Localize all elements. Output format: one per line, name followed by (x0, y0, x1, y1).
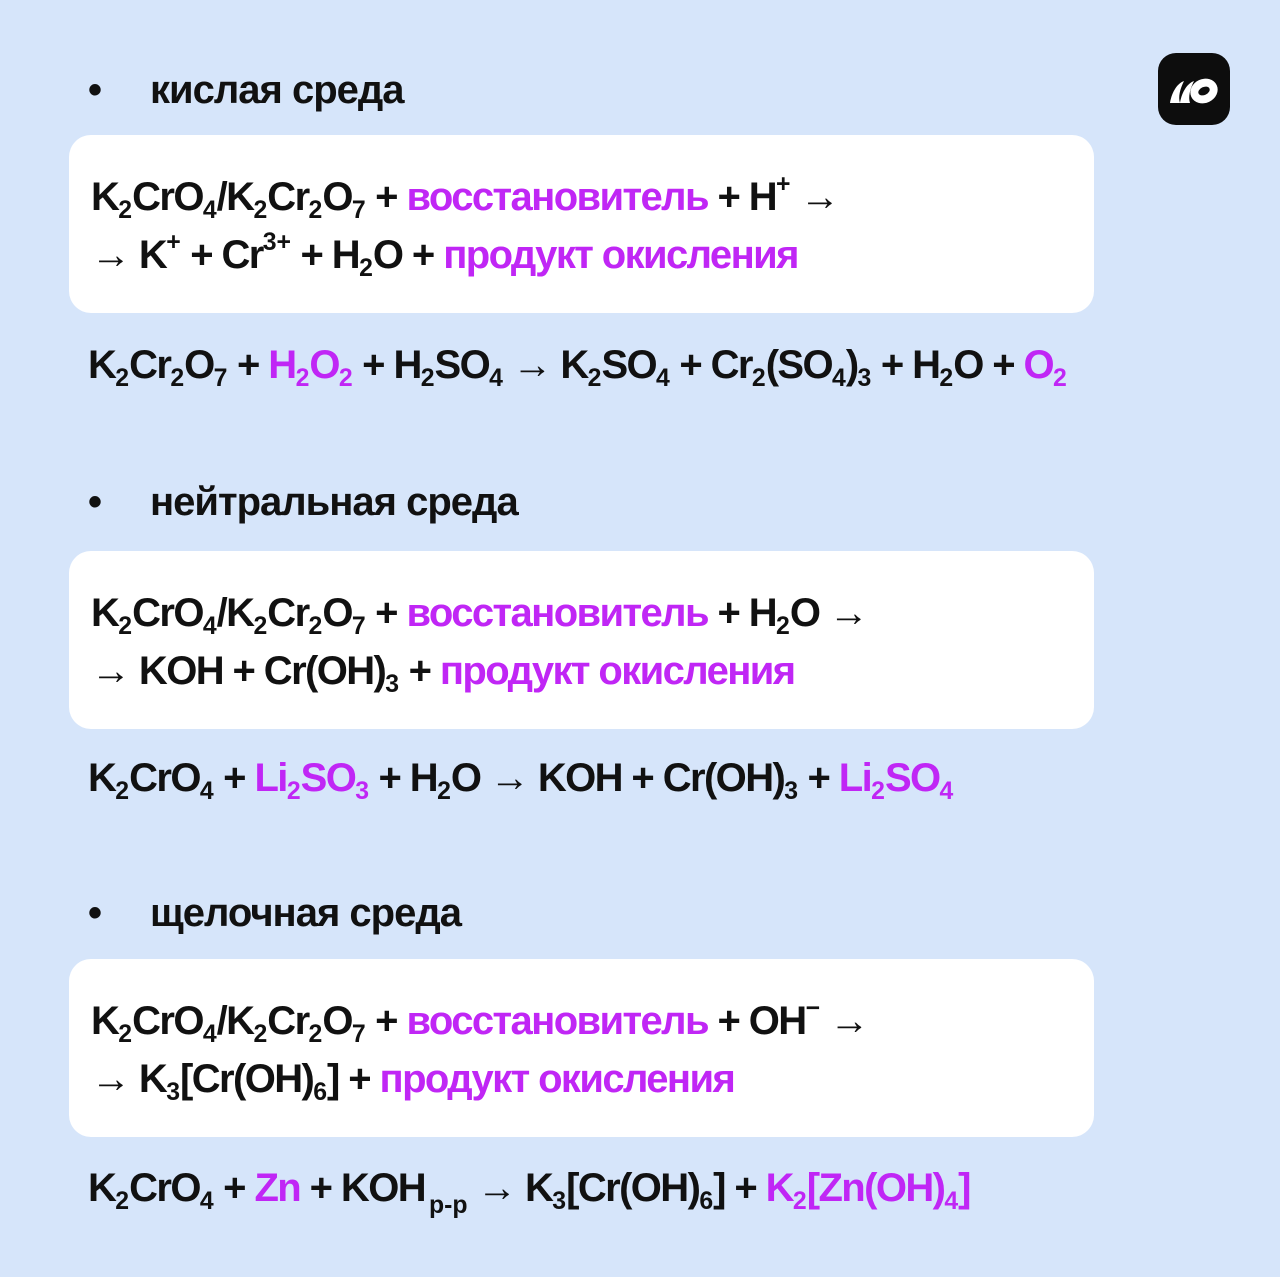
bullet-marker: • (88, 68, 102, 112)
formula-text: O (322, 999, 352, 1043)
formula-text: O → KOH + Cr(OH) (450, 756, 785, 800)
highlighted-term: O (1023, 343, 1054, 387)
general-equation-line-2 (91, 229, 798, 282)
formula-text: [Cr(OH) (566, 1166, 700, 1210)
highlighted-term: Zn (254, 1166, 301, 1210)
subscript: 2 (308, 612, 323, 640)
highlighted-term: восстановитель (406, 175, 708, 219)
formula-text: CrO (132, 591, 203, 635)
subscript: 2 (792, 1187, 807, 1215)
subscript: 3 (355, 777, 370, 805)
formula-text: → (790, 175, 839, 219)
heading-text: кислая среда (150, 68, 404, 112)
subscript: 3 (784, 777, 798, 805)
highlighted-term: восстановитель (406, 591, 708, 635)
subscript: 2 (359, 254, 373, 282)
formula-text: → K (91, 1057, 167, 1101)
superscript: + (166, 229, 181, 257)
subscript: 4 (656, 364, 670, 392)
subscript: 4 (199, 777, 214, 805)
subscript: 4 (202, 1020, 217, 1048)
highlighted-term: ] (958, 1166, 970, 1210)
subscript: 2 (751, 364, 766, 392)
subscript: 3 (552, 1187, 567, 1215)
formula-text: ] + (713, 1166, 766, 1210)
section-heading (88, 70, 404, 110)
subscript: 3 (166, 1078, 180, 1106)
formula-text: → KOH + Cr(OH) (91, 649, 386, 693)
subscript: 4 (489, 364, 503, 392)
formula-text: /K (216, 591, 254, 635)
subscript: 7 (351, 1020, 366, 1048)
formula-text: + KOH (300, 1166, 426, 1210)
subscript: 2 (871, 777, 885, 805)
subscript: 2 (420, 364, 435, 392)
formula-text: O + (953, 343, 1024, 387)
subscript: 2 (118, 612, 133, 640)
formula-text: K (88, 756, 116, 800)
formula-text: + (213, 1166, 255, 1210)
general-equation-line-2 (91, 649, 795, 698)
formula-text: O (184, 343, 214, 387)
subscript: 2 (308, 196, 323, 224)
formula-text: → (820, 999, 868, 1043)
highlighted-term: SO (300, 756, 356, 800)
subscript: 2 (776, 612, 790, 640)
highlighted-term: [Zn(OH) (806, 1166, 945, 1210)
formula-text: K (91, 175, 119, 219)
formula-text: + H (352, 343, 421, 387)
general-equation-line-1 (91, 171, 839, 224)
formula-text: Cr (129, 343, 171, 387)
formula-text: + (213, 756, 255, 800)
formula-text: + (365, 175, 407, 219)
subscript: 2 (253, 612, 268, 640)
subscript: 2 (118, 196, 133, 224)
superscript: 3+ (262, 229, 292, 257)
subscript: 6 (313, 1078, 328, 1106)
bullet-marker: • (88, 480, 102, 524)
section-heading (88, 893, 461, 933)
highlighted-term: продукт окисления (443, 233, 798, 277)
formula-text: CrO (129, 1166, 200, 1210)
subscript: 4 (202, 196, 217, 224)
subscript: 2 (587, 364, 602, 392)
superscript: − (805, 995, 821, 1023)
highlighted-term: SO (884, 756, 940, 800)
heading-text: нейтральная среда (150, 480, 518, 524)
subscript: 2 (939, 364, 954, 392)
general-equation-card (69, 135, 1094, 313)
highlighted-term: Li (254, 756, 287, 800)
brand-logo-icon (1158, 53, 1230, 125)
subscript: 4 (939, 777, 954, 805)
formula-text: → K (91, 233, 167, 277)
subscript: 2 (118, 1020, 133, 1048)
formula-text: + Cr (180, 233, 263, 277)
example-equation (88, 756, 954, 805)
formula-text: O (322, 591, 352, 635)
superscript: + (776, 171, 791, 199)
subscript: 2 (115, 364, 130, 392)
formula-text: K (91, 591, 119, 635)
formula-text: ) (845, 343, 858, 387)
example-equation (88, 343, 1067, 392)
highlighted-term: K (765, 1166, 793, 1210)
formula-text: O (322, 175, 352, 219)
subscript: 3 (857, 364, 872, 392)
highlighted-term: продукт окисления (439, 649, 795, 693)
subscript: 2 (338, 364, 353, 392)
subscript: 4 (202, 612, 217, 640)
subscript: 2 (286, 777, 301, 805)
formula-text: + H (871, 343, 940, 387)
formula-text: + H (369, 756, 438, 800)
subscript: 7 (351, 612, 366, 640)
formula-text: Cr (267, 591, 309, 635)
formula-text: CrO (132, 175, 203, 219)
highlighted-term: H (268, 343, 296, 387)
subscript: 7 (213, 364, 228, 392)
formula-text: SO (601, 343, 657, 387)
subscript: 4 (832, 364, 846, 392)
formula-text: [Cr(OH) (180, 1057, 314, 1101)
formula-text: + (399, 649, 440, 693)
subscript: 4 (944, 1187, 959, 1215)
formula-text: CrO (129, 756, 200, 800)
subscript-note: р-р (429, 1192, 468, 1220)
formula-text: Cr (267, 175, 309, 219)
formula-text: SO (434, 343, 490, 387)
subscript: 2 (308, 1020, 323, 1048)
section-heading (88, 482, 518, 522)
formula-text: + H (291, 233, 360, 277)
general-equation-line-1 (91, 591, 868, 640)
formula-text: + (798, 756, 839, 800)
bullet-marker: • (88, 891, 102, 935)
formula-text: → K (502, 343, 588, 387)
formula-text: Cr (267, 999, 309, 1043)
general-equation-line-1 (91, 995, 868, 1048)
formula-text: K (88, 1166, 116, 1210)
highlighted-term: Li (838, 756, 872, 800)
subscript: 7 (351, 196, 366, 224)
heading-text: щелочная среда (150, 891, 461, 935)
formula-text: + H (707, 175, 777, 219)
subscript: 2 (1053, 364, 1067, 392)
subscript: 2 (115, 777, 130, 805)
subscript: 2 (170, 364, 185, 392)
formula-text: + Cr (669, 343, 752, 387)
general-equation-line-2 (91, 1057, 735, 1106)
subscript: 2 (115, 1187, 130, 1215)
formula-text: CrO (132, 999, 203, 1043)
subscript: 2 (253, 1020, 268, 1048)
example-equation (88, 1166, 970, 1220)
subscript: 2 (253, 196, 268, 224)
formula-text: + (227, 343, 269, 387)
formula-text: /K (216, 999, 254, 1043)
highlighted-term: продукт окисления (379, 1057, 735, 1101)
subscript: 2 (437, 777, 451, 805)
formula-text: → K (467, 1166, 553, 1210)
formula-text: + (365, 999, 407, 1043)
formula-text: + (365, 591, 407, 635)
subscript: 4 (199, 1187, 214, 1215)
formula-text: /K (216, 175, 254, 219)
formula-text: + H (707, 591, 777, 635)
formula-text: K (88, 343, 116, 387)
general-equation-card (69, 551, 1094, 729)
formula-text: O → (789, 591, 868, 635)
subscript: 3 (385, 670, 400, 698)
formula-text: (SO (765, 343, 833, 387)
formula-text: O + (372, 233, 444, 277)
general-equation-card (69, 959, 1094, 1137)
formula-text: ] + (327, 1057, 380, 1101)
highlighted-term: O (309, 343, 339, 387)
subscript: 2 (295, 364, 310, 392)
highlighted-term: восстановитель (406, 999, 708, 1043)
formula-text: K (91, 999, 119, 1043)
formula-text: + OH (707, 999, 806, 1043)
subscript: 6 (699, 1187, 714, 1215)
